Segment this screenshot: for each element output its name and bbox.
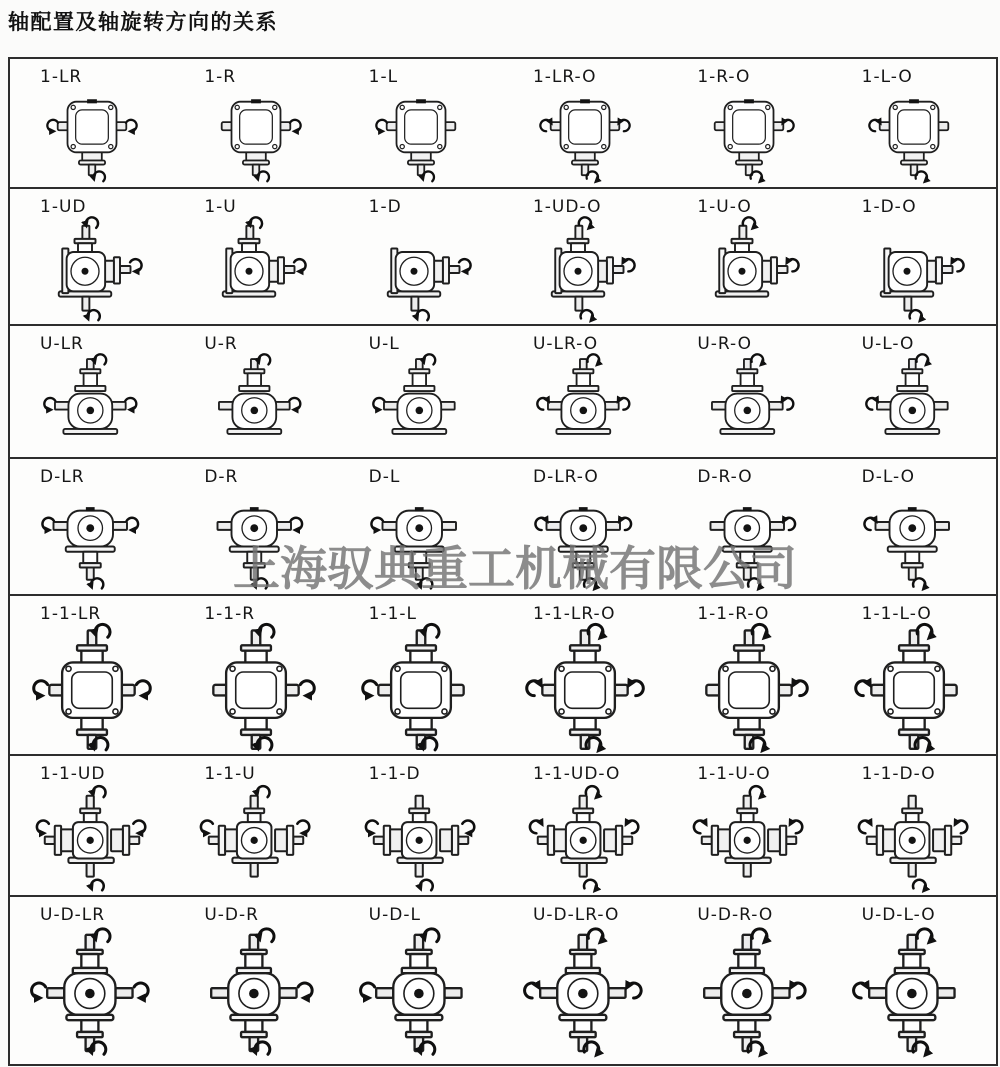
gearbox-diagram: [521, 217, 649, 322]
config-label: 1-UD: [40, 197, 87, 217]
config-label: 1-1-R-O: [697, 604, 770, 624]
table-row-6: [10, 895, 996, 1064]
config-label: U-R: [204, 334, 238, 354]
gearbox-diagram: [521, 487, 649, 592]
config-cell-1-1-LR: [10, 596, 174, 754]
config-label: D-R: [204, 467, 239, 487]
gearbox-diagram: [28, 487, 156, 592]
gearbox-diagram: [357, 217, 485, 322]
config-cell-1-R: [174, 59, 338, 187]
config-cell-1-L-O: [832, 59, 996, 187]
config-cell-1-1-D-O: [832, 756, 996, 895]
config-cell-1-LR: [10, 59, 174, 187]
config-label: 1-U-O: [697, 197, 752, 217]
gearbox-diagram: [850, 217, 978, 322]
config-cell-U-R-O: [667, 326, 831, 457]
config-label: 1-1-U: [204, 764, 256, 784]
config-label: D-L-O: [861, 467, 916, 487]
config-label: 1-1-L: [368, 604, 418, 624]
table-row-5: [10, 754, 996, 895]
gearbox-diagram: [28, 784, 156, 893]
config-cell-U-R: [174, 326, 338, 457]
gearbox-diagram: [28, 87, 156, 185]
config-cell-U-D-L: [339, 897, 503, 1064]
gearbox-diagram: [850, 784, 978, 893]
config-label: U-D-L: [368, 905, 421, 925]
config-label: 1-R-O: [697, 67, 751, 87]
config-cell-D-LR-O: [503, 459, 667, 594]
gearbox-diagram: [28, 217, 156, 322]
config-cell-U-D-LR: [10, 897, 174, 1064]
gearbox-diagram: [28, 925, 156, 1062]
config-label: 1-1-L-O: [861, 604, 932, 624]
config-cell-1-UD-O: [503, 189, 667, 324]
config-cell-1-1-R: [174, 596, 338, 754]
config-cell-1-1-D: [339, 756, 503, 895]
config-label: U-D-R: [204, 905, 259, 925]
config-cell-1-1-U-O: [667, 756, 831, 895]
config-label: U-L-O: [861, 334, 915, 354]
config-cell-U-D-LR-O: [503, 897, 667, 1064]
config-cell-1-1-L-O: [832, 596, 996, 754]
config-label: D-L: [368, 467, 401, 487]
gearbox-diagram: [685, 784, 813, 893]
gearbox-diagram: [685, 487, 813, 592]
gearbox-diagram: [850, 87, 978, 185]
config-label: 1-1-D: [368, 764, 421, 784]
config-label: 1-1-U-O: [697, 764, 771, 784]
config-cell-1-1-UD-O: [503, 756, 667, 895]
gearbox-diagram: [357, 784, 485, 893]
config-cell-1-1-L: [339, 596, 503, 754]
config-label: 1-D: [368, 197, 402, 217]
config-label: 1-1-R: [204, 604, 256, 624]
config-cell-U-LR-O: [503, 326, 667, 457]
gearbox-diagram: [685, 87, 813, 185]
gearbox-diagram: [192, 217, 320, 322]
config-label: U-L: [368, 334, 400, 354]
gearbox-diagram: [28, 354, 156, 455]
config-cell-D-L: [339, 459, 503, 594]
config-label: 1-U: [204, 197, 237, 217]
gearbox-diagram: [521, 784, 649, 893]
config-label: 1-1-D-O: [861, 764, 936, 784]
config-cell-1-R-O: [667, 59, 831, 187]
config-label: 1-LR-O: [532, 67, 597, 87]
config-label: 1-R: [204, 67, 237, 87]
config-label: U-LR: [40, 334, 84, 354]
gearbox-diagram: [850, 487, 978, 592]
config-label: 1-L-O: [861, 67, 913, 87]
config-cell-D-R: [174, 459, 338, 594]
config-cell-1-D: [339, 189, 503, 324]
config-label: 1-UD-O: [532, 197, 602, 217]
config-label: D-LR: [40, 467, 85, 487]
config-cell-U-L: [339, 326, 503, 457]
gearbox-diagram: [850, 925, 978, 1062]
config-cell-1-L: [339, 59, 503, 187]
gearbox-diagram: [685, 624, 813, 752]
gearbox-diagram: [192, 487, 320, 592]
config-cell-1-UD: [10, 189, 174, 324]
config-cell-1-1-R-O: [667, 596, 831, 754]
config-label: 1-1-UD-O: [532, 764, 621, 784]
config-label: 1-LR: [40, 67, 83, 87]
gearbox-diagram: [685, 925, 813, 1062]
config-label: 1-1-LR: [40, 604, 102, 624]
config-cell-1-D-O: [832, 189, 996, 324]
gearbox-diagram: [192, 624, 320, 752]
table-row-4: [10, 594, 996, 754]
table-row-2: [10, 324, 996, 457]
gearbox-diagram: [192, 354, 320, 455]
config-cell-1-U-O: [667, 189, 831, 324]
config-cell-U-D-L-O: [832, 897, 996, 1064]
config-cell-D-L-O: [832, 459, 996, 594]
config-cell-U-D-R-O: [667, 897, 831, 1064]
config-label: D-LR-O: [532, 467, 599, 487]
gearbox-diagram: [685, 217, 813, 322]
gearbox-diagram: [357, 354, 485, 455]
config-cell-D-R-O: [667, 459, 831, 594]
gearbox-diagram: [192, 925, 320, 1062]
gearbox-diagram: [357, 624, 485, 752]
page-title: 轴配置及轴旋转方向的关系: [8, 10, 278, 34]
config-cell-1-1-UD: [10, 756, 174, 895]
config-cell-1-LR-O: [503, 59, 667, 187]
gearbox-diagram: [521, 354, 649, 455]
config-cell-1-1-LR-O: [503, 596, 667, 754]
gearbox-diagram: [192, 784, 320, 893]
config-label: 1-L: [368, 67, 399, 87]
config-label: U-D-R-O: [697, 905, 774, 925]
gearbox-diagram: [28, 624, 156, 752]
table-row-0: [10, 59, 996, 187]
gearbox-diagram: [521, 925, 649, 1062]
config-cell-1-U: [174, 189, 338, 324]
gearbox-diagram: [850, 354, 978, 455]
gearbox-diagram: [357, 87, 485, 185]
config-label: U-D-LR: [40, 905, 106, 925]
config-label: U-D-L-O: [861, 905, 936, 925]
config-label: 1-D-O: [861, 197, 917, 217]
config-label: 1-1-LR-O: [532, 604, 616, 624]
table-row-1: [10, 187, 996, 324]
gearbox-diagram: [192, 87, 320, 185]
shaft-config-table: [8, 57, 998, 1066]
gearbox-diagram: [685, 354, 813, 455]
config-label: U-D-LR-O: [532, 905, 620, 925]
gearbox-diagram: [850, 624, 978, 752]
config-label: U-LR-O: [532, 334, 599, 354]
company-watermark: 上海驭典重工机械有限公司: [233, 542, 797, 597]
config-cell-U-LR: [10, 326, 174, 457]
gearbox-diagram: [521, 624, 649, 752]
gearbox-diagram: [521, 87, 649, 185]
config-label: D-R-O: [697, 467, 753, 487]
gearbox-diagram: [357, 487, 485, 592]
config-label: 1-1-UD: [40, 764, 106, 784]
config-cell-U-L-O: [832, 326, 996, 457]
config-cell-D-LR: [10, 459, 174, 594]
config-cell-U-D-R: [174, 897, 338, 1064]
gearbox-diagram: [357, 925, 485, 1062]
table-row-3: [10, 457, 996, 594]
config-label: U-R-O: [697, 334, 753, 354]
config-cell-1-1-U: [174, 756, 338, 895]
